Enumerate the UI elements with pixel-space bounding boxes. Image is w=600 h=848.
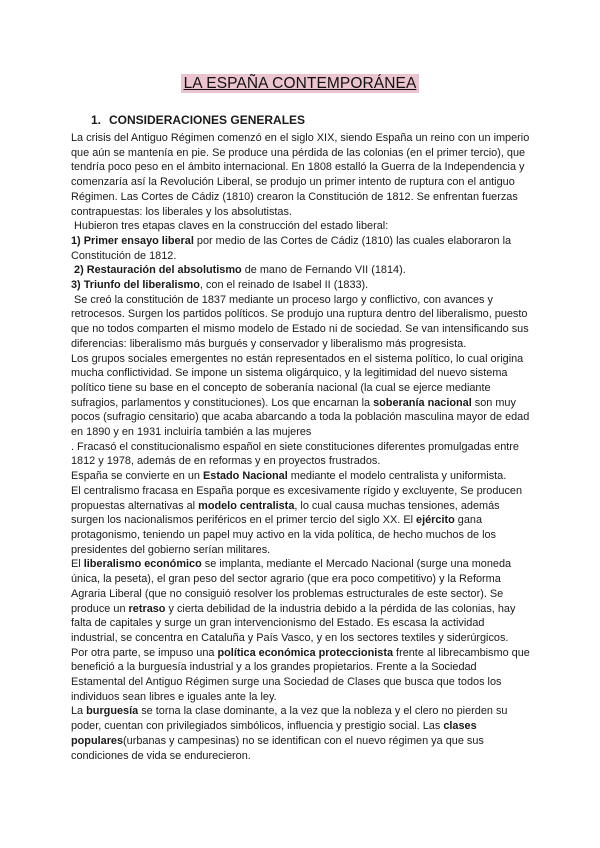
paragraph-social-groups: Los grupos sociales emergentes no están representados en el sistema político, lo cual origina mucha conflictividad. Se impone un sistema oligárquico, y la legitimidad del nuevo sistema político tiene su base en el concepto de soberanía nacional (la cual se ejerce mediante sufragios, parlamentos y constituciones). Los que encarnan la soberanía nacional son muy pocos (sufragio censitario) que acaba abarcando a toda la población masculina mayor de edad en 1890 y en 1931 incluiría también a las mujeres (71, 352, 530, 439)
paragraph-national-state: España se convierte en un Estado Nacional mediante el modelo centralista y uniformista. (71, 470, 507, 483)
section-heading (91, 113, 305, 127)
paragraph-economic-liberalism: El liberalismo económico se implanta, mediante el Mercado Nacional (surge una moneda única, la peseta), el gran peso del sector agrario (que era poco competitivo) y la Reforma Agraria Liberal (que no consiguió resolver los problemas estructurales de este sector). Se produce un retraso y cierta debilidad de la industria debido a la pérdida de las colonias, hay falta de capitales y surge un gran intervencionismo del Estado. Es escasa la actividad industrial, se concentra en Cataluña y País Vasco, y en los sectores textiles y siderúrgicos. (71, 558, 516, 644)
document-body (71, 131, 533, 763)
paragraph-stages-intro: Hubieron tres etapas claves en la construcción del estado liberal: (74, 220, 389, 233)
section-heading-text: CONSIDERACIONES GENERALES (109, 113, 306, 127)
stage-1: 1) Primer ensayo liberal por medio de las Cortes de Cádiz (1810) las cuales elaboraron la Constitución de 1812. (71, 234, 512, 262)
paragraph-protectionism: Por otra parte, se impuso una política económica proteccionista frente al librecambismo que benefició a la burguesía industrial y a los grandes propietarios. Frente a la Sociedad Estamental del Antiguo Régimen surge una Sociedad de Clases que busca que todos los individuos sean libres e iguales ante la ley. (71, 646, 530, 703)
paragraph-constitution-1837: Se creó la constitución de 1837 mediante un proceso largo y conflictivo, con avances y retrocesos. Surgen los partidos políticos. Se produjo una ruptura dentro del liberalismo, puesto que no todos comparten el mismo modelo de Estado ni de sociedad. Se van intensificando sus diferencias: liberalismo más burgués y conservador y liberalismo más progresista. (71, 293, 529, 350)
page-title: LA ESPAÑA CONTEMPORÁNEA (181, 74, 420, 93)
section-number: 1. (91, 113, 102, 127)
paragraph-centralism: El centralismo fracasa en España porque es excesivamente rígido y excluyente, Se producen propuestas alternativas al modelo centralista, lo cual causa muchas tensiones, además surgen los nacionalismos periféricos en el primer tercio del siglo XX. El ejército gana protagonismo, teniendo un papel muy activo en la vida política, de hecho muchos de los presidentes del gobierno serían militares. (71, 484, 523, 556)
paragraph-intro: La crisis del Antiguo Régimen comenzó en el siglo XIX, siendo España un reino con un imperio que aún se mantenía en pie. Se produce una pérdida de las colonias (en el primer tercio), que tendría poco peso en el ámbito internacional. En 1808 estalló la Guerra de la Independencia y comenzaría así la Revolución Liberal, se produjo un primer intento de ruptura con el antiguo Régimen. Las Cortes de Cádiz (1810) crearon la Constitución de 1812. Se enfrentan fuerzas contrapuestas: los liberales y los absolutistas. (71, 132, 530, 218)
stage-3: 3) Triunfo del liberalismo, con el reinado de Isabel II (1833). (71, 279, 369, 292)
paragraph-bourgeoisie: La burguesía se torna la clase dominante, a la vez que la nobleza y el clero no pierden su poder, cuentan con privilegiados simbólicos, influencia y prestigio social. Las clases populares(urbanas y campesinas) no se identifican con el nuevo régimen ya que sus condiciones de vida se endurecieron. (71, 705, 508, 762)
title-container (0, 74, 600, 93)
stage-2: 2) Restauración del absolutismo de mano de Fernando VII (1814). (74, 264, 406, 277)
paragraph-constitutionalism: . Fracasó el constitucionalismo español en siete constituciones diferentes promulgadas entre 1812 y 1978, además de en reformas y en proyectos frustrados. (71, 440, 519, 468)
